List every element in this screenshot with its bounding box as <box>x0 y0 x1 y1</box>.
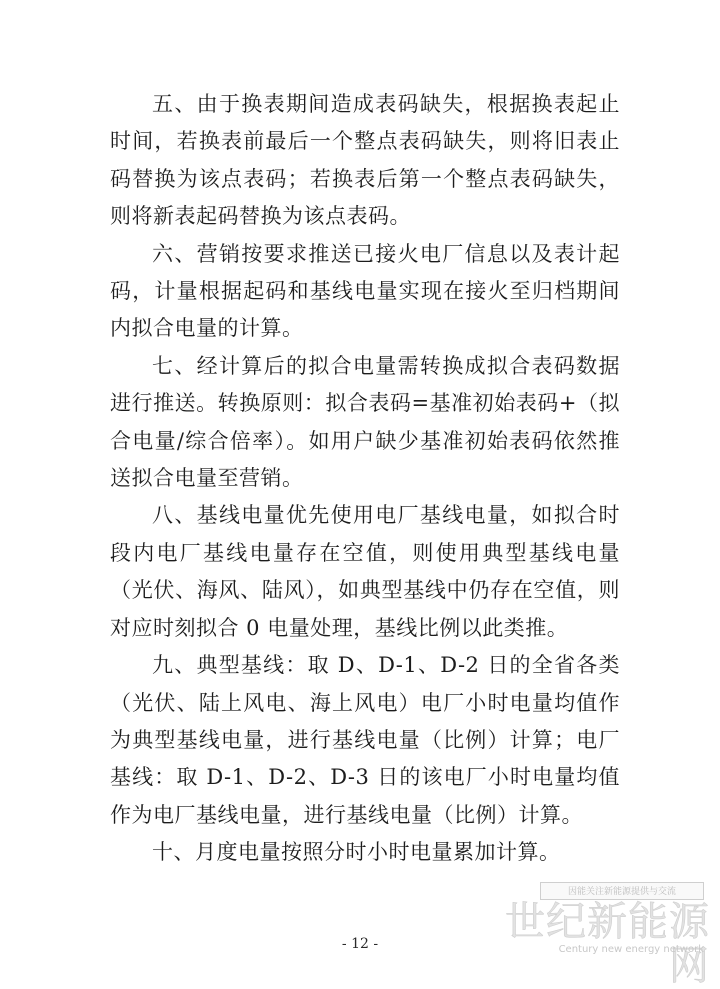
paragraph-5: 五、由于换表期间造成表码缺失，根据换表起止时间，若换表前最后一个整点表码缺失，则将旧表止码替换为该点表码；若换表后第一个整点表码缺失，则将新表起码替换为该点表码。 <box>110 92 620 229</box>
watermark-subtitle: Century new energy network <box>558 944 704 955</box>
paragraph-8: 八、基线电量优先使用电厂基线电量，如拟合时段内电厂基线电量存在空值，则使用典型基线电量（光伏、海风、陆风），如典型基线中仍存在空值，则对应时刻拟合 0 电量处理，基线比例以此类推。 <box>110 503 620 640</box>
paragraph-7: 七、经计算后的拟合电量需转换成拟合表码数据进行推送。转换原则：拟合表码=基准初始表码+（拟合电量/综合倍率）。如用户缺少基准初始表码依然推送拟合电量至营销。 <box>110 353 620 491</box>
paragraph-9: 九、典型基线：取 D、D-1、D-2 日的全省各类（光伏、陆上风电、海上风电）电厂小时电量均值作为典型基线电量，进行基线电量（比例）计算；电厂基线：取 D-1、D-2、D-3 日的该电厂小时电量均值作为电厂基线电量，进行基线电量（比例）计算。 <box>110 653 620 827</box>
paragraph-10: 十、月度电量按照分时小时电量累加计算。 <box>152 840 561 865</box>
page-number: - 12 - <box>341 936 379 952</box>
document-body <box>110 86 620 872</box>
watermark-logo <box>488 882 714 989</box>
watermark-title: 世纪新能源网 <box>505 899 710 989</box>
paragraph-6: 六、营销按要求推送已接火电厂信息以及表计起码，计量根据起码和基线电量实现在接火至归档期间内拟合电量的计算。 <box>110 241 620 341</box>
watermark-banner: 因能关注新能源提供与交流 <box>540 882 704 900</box>
